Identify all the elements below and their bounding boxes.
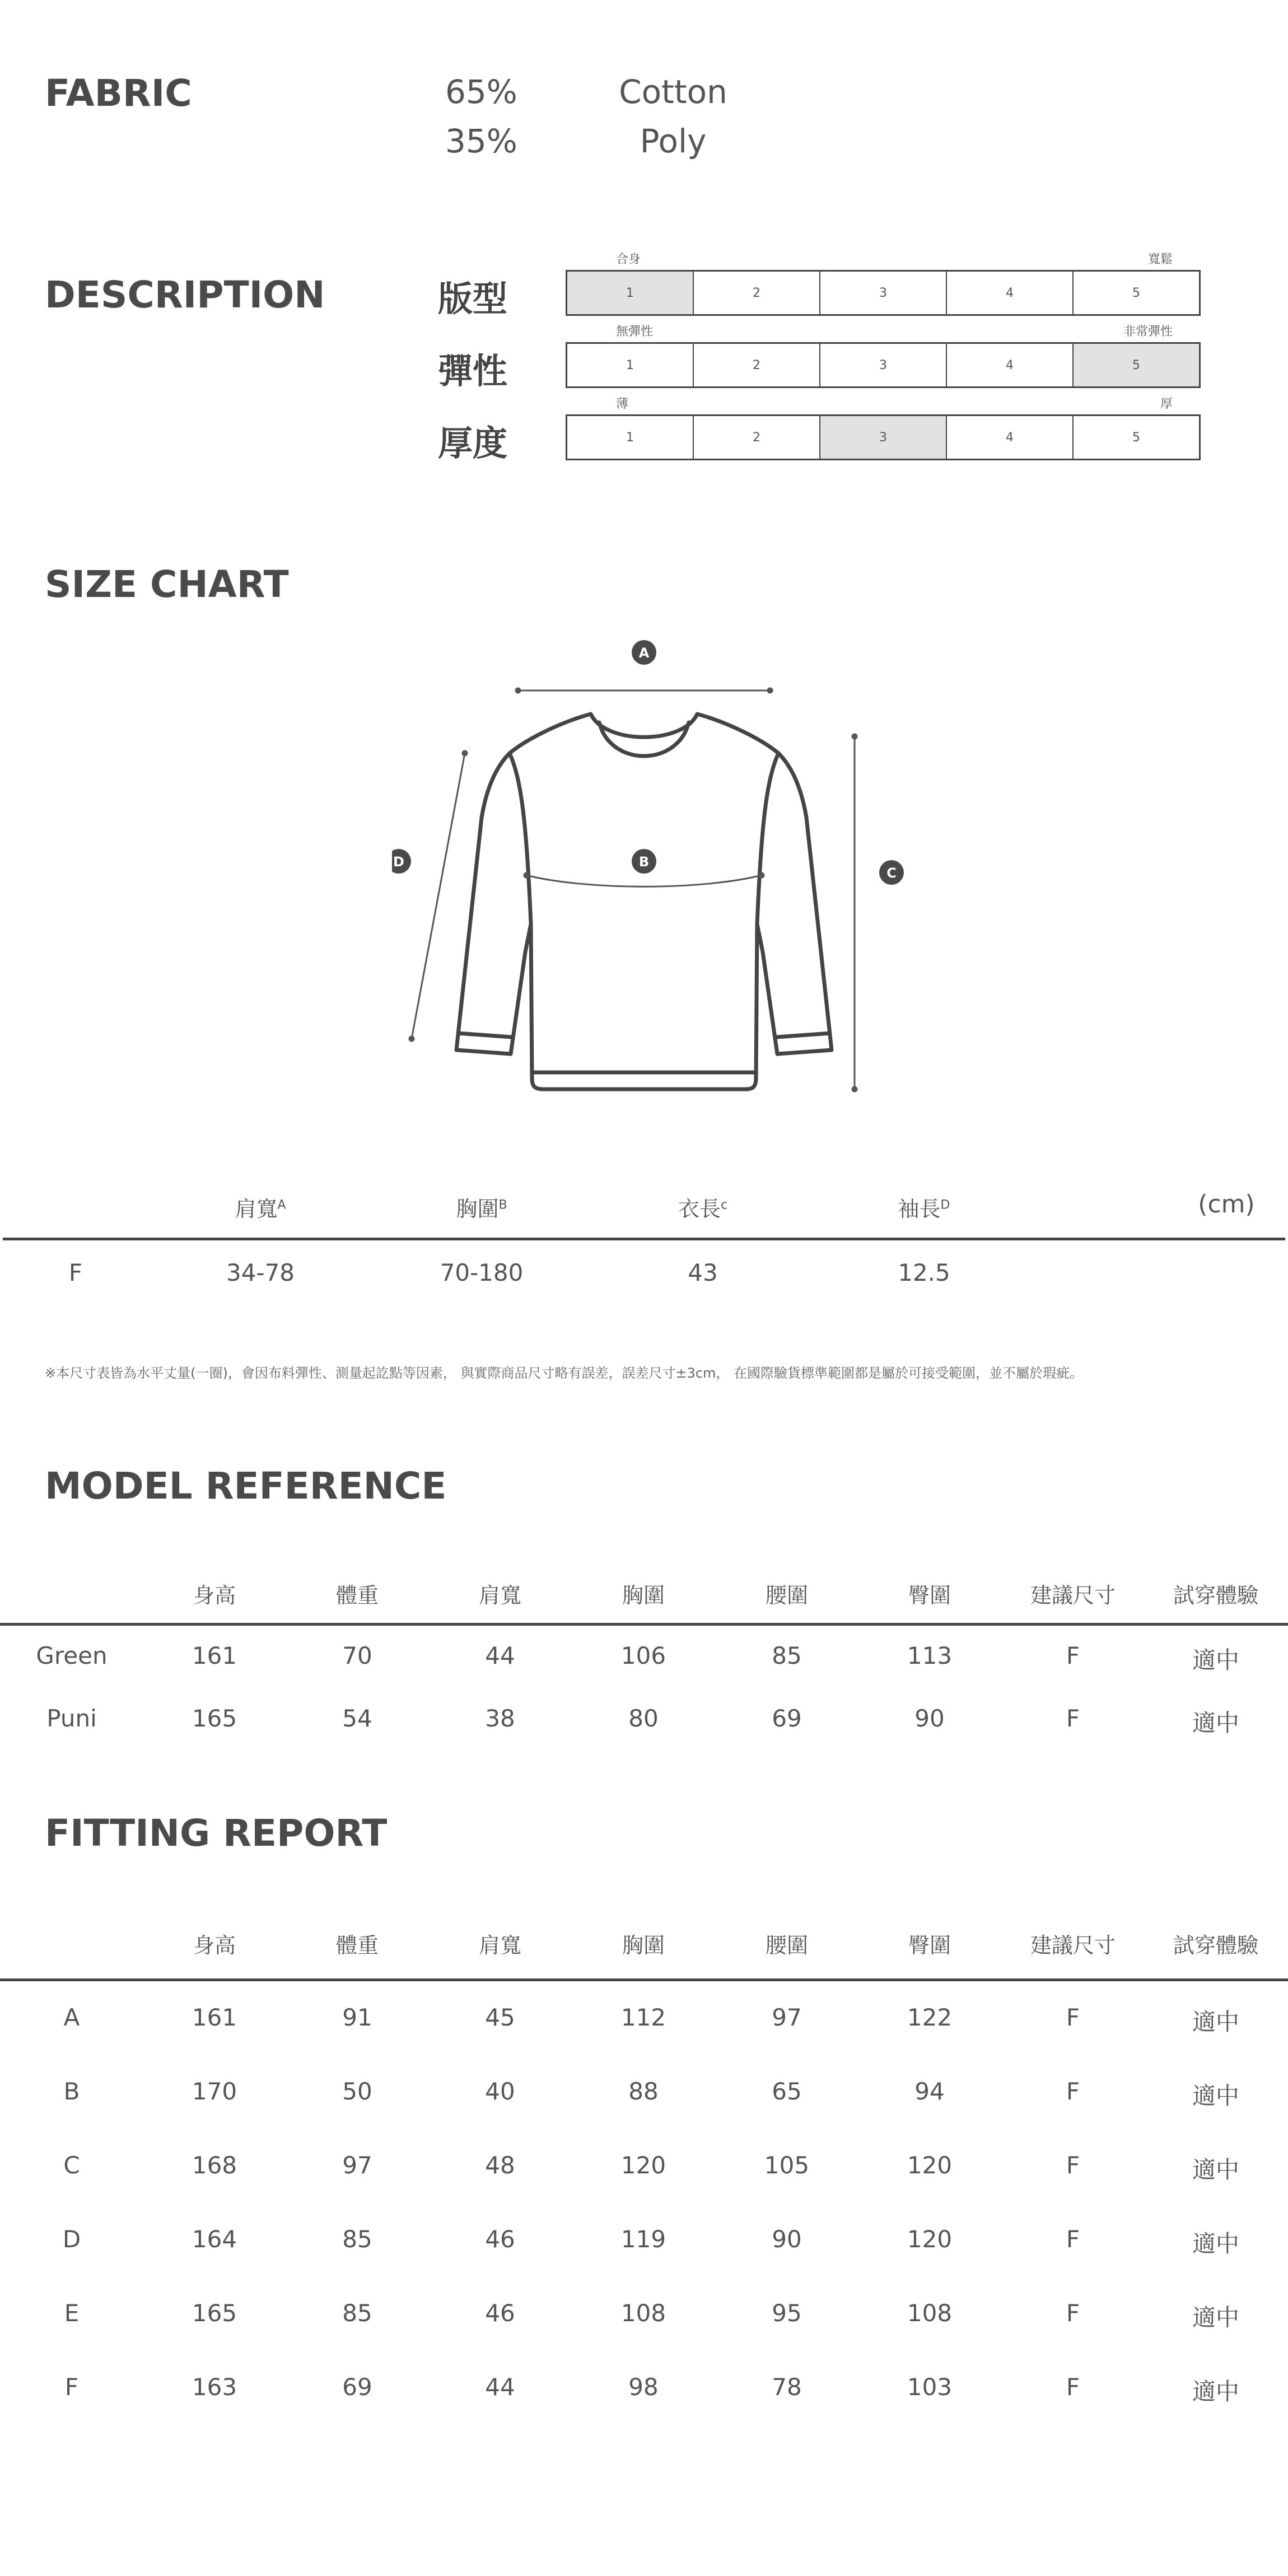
col-header: 胸圍 [622,1583,665,1608]
table-cell: 97 [772,2004,802,2031]
table-divider [0,1978,1288,1981]
col-header: 體重 [335,1933,379,1958]
scale-cell: 4 [947,272,1074,314]
table-cell: F [1066,2373,1080,2401]
scale-cell: 5 [1132,430,1140,445]
row-label: Puni [46,1705,97,1732]
table-cell: 適中 [1192,2008,1239,2036]
fabric-pct-1: 65% [445,73,517,111]
size-chart-heading: SIZE CHART [45,563,289,606]
fabric-heading: FABRIC [45,72,192,115]
table-cell: 適中 [1192,2082,1239,2110]
table-cell: 94 [914,2078,945,2105]
table-cell: F [1066,1705,1080,1732]
scale-cell: 2 [694,416,820,459]
size-col-header-marker: D [940,1198,950,1212]
scale-cell: 1 [567,272,694,314]
size-col-header-label: 胸圍 [456,1197,499,1221]
scale-high-label: 非常彈性 [1123,325,1173,339]
table-cell: 適中 [1192,1646,1239,1674]
size-col-header-marker: B [498,1198,507,1212]
table-cell: 85 [342,2225,372,2253]
size-col-header-label: 衣長 [678,1197,721,1221]
col-header: 建議尺寸 [1030,1583,1116,1608]
table-cell: 120 [907,2152,953,2179]
row-label: D [62,2225,81,2253]
col-header: 體重 [335,1583,379,1608]
fabric-material-1: Cotton [619,73,727,111]
row-label: C [63,2152,80,2179]
scale-cell: 5 [1132,286,1140,300]
table-cell: 50 [342,2078,372,2105]
col-header: 臀圍 [908,1583,951,1608]
table-cell: 40 [485,2078,515,2105]
table-cell: F [1066,2299,1080,2327]
row-label: F [64,2373,79,2401]
size-cell: 12.5 [898,1259,950,1286]
scale-cell: 2 [694,272,820,314]
table-cell: F [1066,1642,1080,1669]
table-cell: 90 [914,1705,945,1732]
table-cell: 108 [907,2299,953,2327]
table-cell: 103 [907,2373,953,2401]
table-cell: 85 [772,1642,802,1669]
size-col-header [840,1192,1008,1222]
marker-d-label: D [393,854,404,870]
table-cell: 88 [628,2078,659,2105]
scale-high-label: 厚 [1160,397,1173,411]
fitting-report-heading: FITTING REPORT [45,1812,388,1855]
table-cell: 165 [192,1705,237,1732]
scale-cell: 4 [947,344,1074,386]
table-cell: 108 [620,2299,666,2327]
table-cell: 97 [342,2152,372,2179]
size-col-header-label: 肩寬 [235,1197,278,1221]
table-cell: 適中 [1192,2378,1239,2405]
attribute-label: 版型 [438,278,508,319]
col-header: 試穿體驗 [1173,1583,1258,1608]
table-cell: 適中 [1192,2230,1239,2257]
fabric-material-2: Poly [640,122,707,160]
table-cell: 113 [907,1642,953,1669]
attribute-label: 彈性 [438,351,508,391]
table-cell: 54 [342,1705,372,1732]
table-cell: 38 [485,1705,515,1732]
scale-cell: 3 [820,416,947,459]
size-cell: 34-78 [226,1259,295,1286]
size-table-divider [3,1238,1285,1240]
size-note: ※本尺寸表皆為水平丈量(一圈)，會因布料彈性、測量起訖點等因素， 與實際商品尺寸略有誤差，誤差尺寸±3cm， 在國際驗貨標準範圍都是屬於可接受範圍，並不屬於瑕疵。 [45,1365,1084,1381]
description-heading: DESCRIPTION [45,273,325,316]
col-header: 腰圍 [765,1933,808,1958]
table-cell: 85 [342,2299,372,2327]
col-header: 身高 [193,1583,236,1608]
table-cell: 65 [772,2078,802,2105]
table-cell: 適中 [1192,2156,1239,2183]
size-cell: 43 [688,1259,718,1286]
scale-row [566,342,1201,388]
size-col-header [619,1192,787,1222]
table-cell: F [1066,2152,1080,2179]
marker-c-label: C [886,865,897,881]
scale-cell: 3 [820,344,947,386]
size-row-label: F [68,1259,83,1286]
row-label: B [63,2078,80,2105]
size-col-header [176,1192,344,1222]
table-cell: 105 [764,2152,810,2179]
scale-low-label: 薄 [616,397,629,411]
scale-low-label: 無彈性 [616,325,654,339]
row-label: A [63,2004,80,2031]
size-col-header-marker: c [720,1198,728,1212]
table-cell: 112 [620,2004,666,2031]
col-header: 腰圍 [765,1583,808,1608]
table-cell: 163 [192,2373,237,2401]
table-cell: 120 [620,2152,666,2179]
table-cell: 170 [192,2078,237,2105]
table-cell: 161 [192,2004,237,2031]
table-cell: 適中 [1192,2304,1239,2331]
size-cell: 70-180 [440,1259,524,1286]
scale-high-label: 寬鬆 [1147,253,1173,267]
row-label: E [64,2299,80,2327]
col-header: 肩寬 [478,1583,521,1608]
table-cell: 119 [620,2225,666,2253]
table-cell: 44 [485,1642,515,1669]
col-header: 建議尺寸 [1030,1933,1116,1958]
scale-cell: 5 [1074,344,1199,386]
table-cell: 48 [485,2152,515,2179]
scale-row [566,270,1201,316]
table-cell: 78 [772,2373,802,2401]
table-cell: 46 [485,2299,515,2327]
table-cell: 106 [620,1642,666,1669]
table-cell: 168 [192,2152,237,2179]
table-cell: 適中 [1192,1709,1239,1737]
table-cell: 70 [342,1642,372,1669]
table-cell: 80 [628,1705,659,1732]
scale-cell: 1 [567,344,694,386]
table-cell: 69 [342,2373,372,2401]
col-header: 試穿體驗 [1173,1933,1258,1958]
marker-b-label: B [638,854,650,870]
table-divider [0,1623,1288,1626]
table-cell: 120 [907,2225,953,2253]
table-cell: F [1066,2004,1080,2031]
scale-cell: 4 [947,416,1074,459]
table-cell: F [1066,2078,1080,2105]
table-cell: 91 [342,2004,372,2031]
col-header: 臀圍 [908,1933,951,1958]
scale-cell: 2 [694,344,820,386]
table-cell: 122 [907,2004,953,2031]
scale-row [566,414,1201,460]
scale-cell: 3 [820,272,947,314]
sweater-diagram [392,633,924,1109]
table-cell: 164 [192,2225,237,2253]
table-cell: 45 [485,2004,515,2031]
scale-low-label: 合身 [616,253,641,267]
col-header: 肩寬 [478,1933,521,1958]
col-header: 身高 [193,1933,236,1958]
row-label: Green [36,1642,108,1669]
table-cell: 90 [772,2225,802,2253]
table-cell: 95 [772,2299,802,2327]
size-col-header [398,1192,566,1222]
table-cell: 69 [772,1705,802,1732]
table-cell: F [1066,2225,1080,2253]
fabric-pct-2: 35% [445,122,517,160]
size-col-header-marker: A [277,1198,286,1212]
scale-cell: 1 [567,416,694,459]
table-cell: 161 [192,1642,237,1669]
size-col-header-label: 袖長 [898,1197,941,1221]
table-cell: 46 [485,2225,515,2253]
model-reference-heading: MODEL REFERENCE [45,1464,447,1508]
marker-a-label: A [638,645,650,661]
table-cell: 44 [485,2373,515,2401]
table-cell: 98 [628,2373,659,2401]
size-unit: (cm) [1198,1190,1255,1219]
table-cell: 165 [192,2299,237,2327]
col-header: 胸圍 [622,1933,665,1958]
attribute-label: 厚度 [438,423,508,464]
